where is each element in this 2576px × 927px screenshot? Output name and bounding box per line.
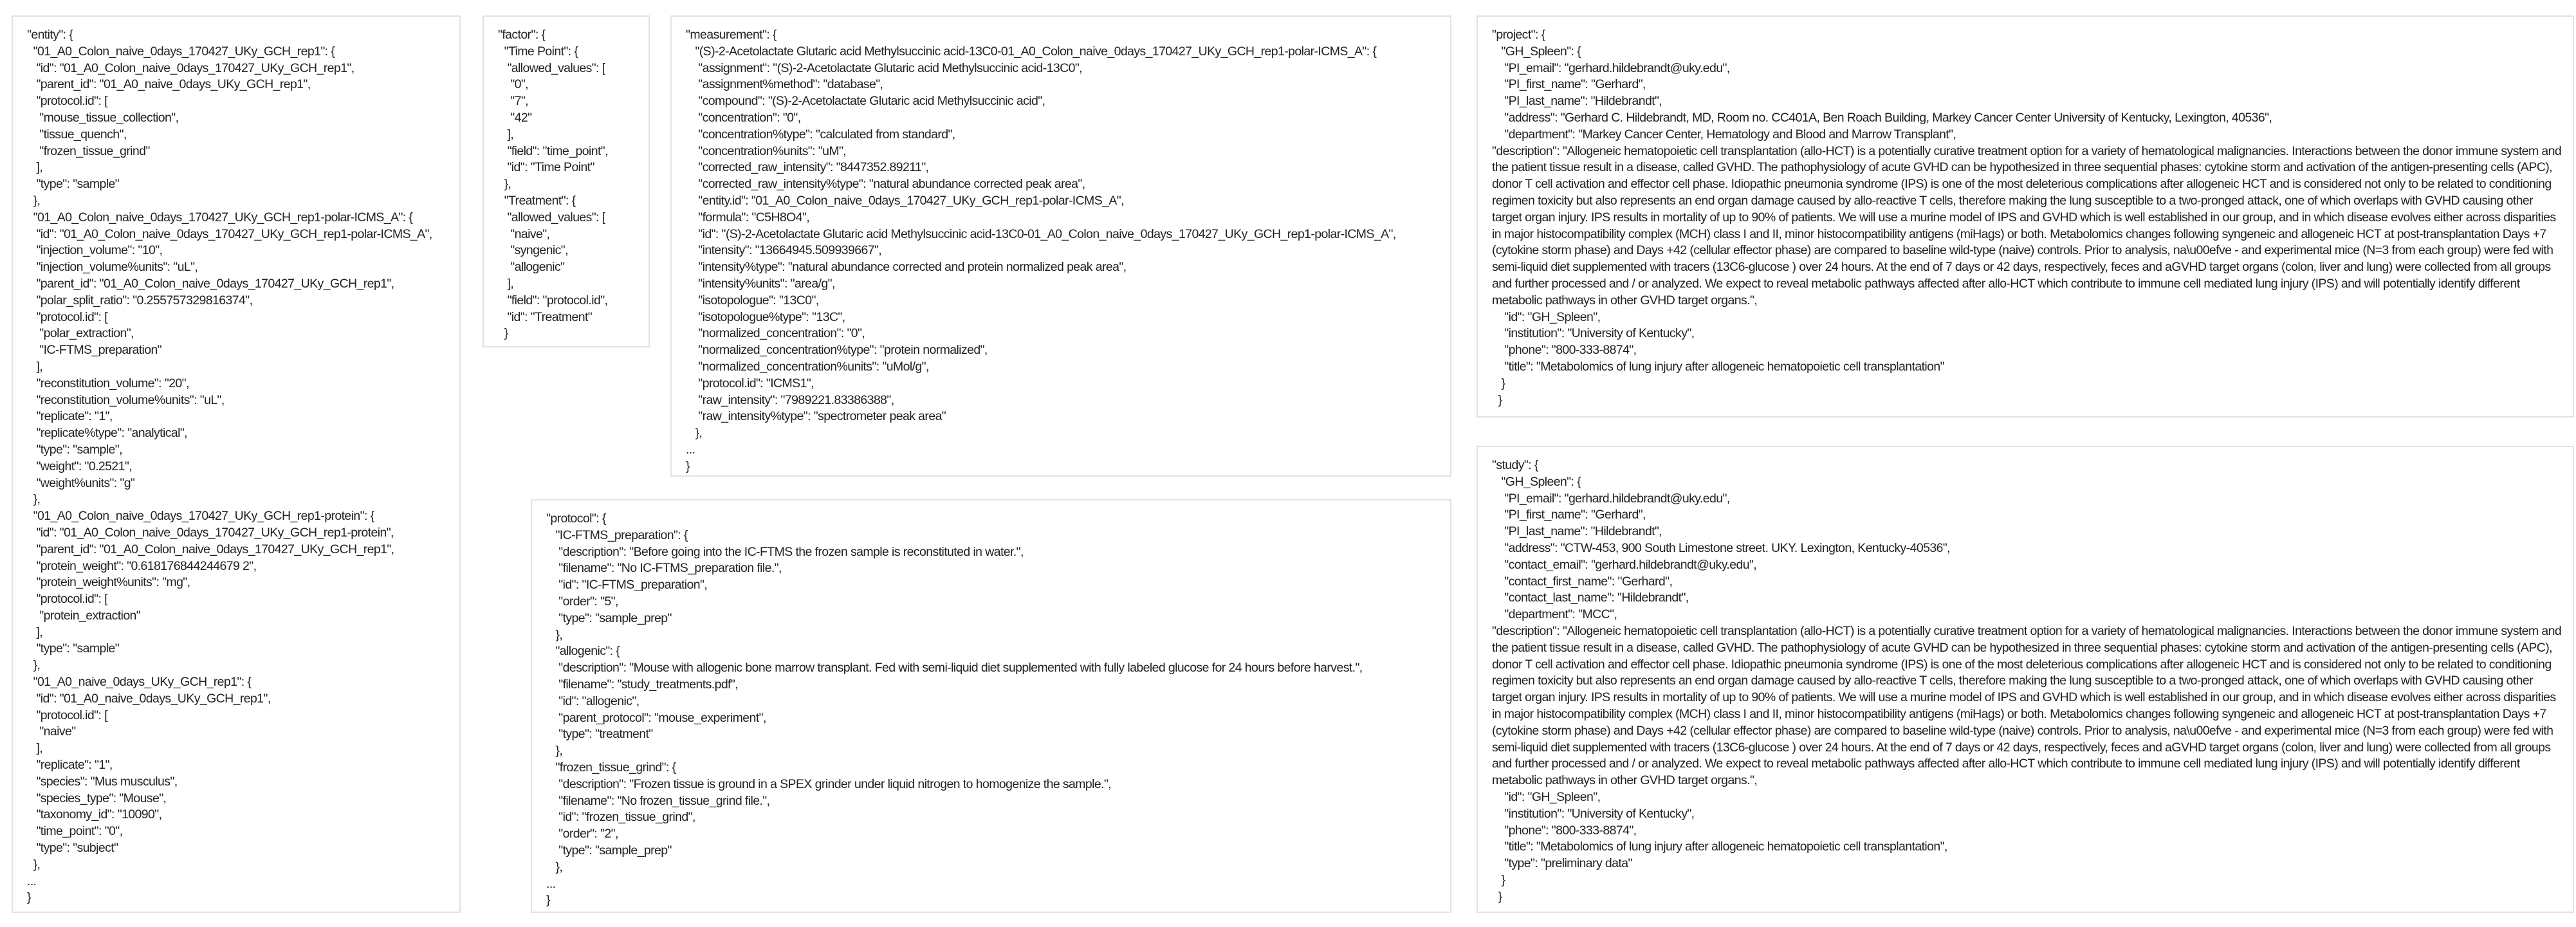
json-line: "01_A0_Colon_naive_0days_170427_UKy_GCH_rep1-polar-ICMS_A": { <box>27 210 413 225</box>
json-line: "allogenic": { <box>546 644 620 659</box>
json-line: "description": "Before going into the IC-FTMS the frozen sample is reconstituted in water.", <box>546 544 1024 559</box>
json-line: }, <box>27 857 41 872</box>
json-line: "injection_volume": "10", <box>27 243 163 258</box>
json-line: } <box>1492 392 1502 407</box>
json-line: "replicate": "1", <box>27 409 113 424</box>
json-line: "protocol.id": [ <box>27 94 107 109</box>
json-line: "measurement": { <box>686 28 777 42</box>
json-line: "id": "01_A0_Colon_naive_0days_170427_UKy_GCH_rep1-polar-ICMS_A", <box>27 226 432 241</box>
json-line: "parent_id": "01_A0_Colon_naive_0days_170427_UKy_GCH_rep1", <box>27 276 394 291</box>
json-line: }, <box>546 744 563 758</box>
json-line: "7", <box>498 94 528 109</box>
json-line: "phone": "800-333-8874", <box>1492 823 1637 838</box>
json-line: "GH_Spleen": { <box>1492 474 1581 489</box>
json-line: "id": "01_A0_Colon_naive_0days_170427_UKy_GCH_rep1-protein", <box>27 525 394 540</box>
json-line: }, <box>686 426 703 441</box>
json-line: "0", <box>498 77 528 92</box>
json-line: "protein_weight": "0.618176844244679 2", <box>27 558 257 573</box>
json-line: "replicate": "1", <box>27 758 113 773</box>
json-line: "id": "01_A0_Colon_naive_0days_170427_UKy_GCH_rep1", <box>27 60 354 75</box>
json-line: "taxonomy_id": "10090", <box>27 807 162 822</box>
json-line: "factor": { <box>498 28 546 42</box>
json-line: } <box>1492 376 1505 390</box>
json-line: "id": "frozen_tissue_grind", <box>546 810 695 825</box>
json-line: "polar_split_ratio": "0.255757329816374", <box>27 293 253 307</box>
json-line: "parent_id": "01_A0_Colon_naive_0days_170427_UKy_GCH_rep1", <box>27 542 394 556</box>
json-line: "PI_last_name": "Hildebrandt", <box>1492 94 1662 109</box>
json-line: "species_type": "Mouse", <box>27 791 167 805</box>
json-line: }, <box>27 492 41 507</box>
json-line: "id": "Treatment" <box>498 309 593 324</box>
json-line: "weight": "0.2521", <box>27 459 133 473</box>
json-line: ], <box>498 276 514 291</box>
json-line: }, <box>498 177 511 192</box>
json-line: "phone": "800-333-8874", <box>1492 343 1637 358</box>
json-line: "mouse_tissue_collection", <box>27 110 179 125</box>
json-line: "reconstitution_volume%units": "uL", <box>27 392 225 407</box>
json-line: "protocol": { <box>546 511 606 526</box>
json-line: "Treatment": { <box>498 193 576 208</box>
json-line: "01_A0_naive_0days_UKy_GCH_rep1": { <box>27 675 252 690</box>
entity-json-lines <box>27 27 459 906</box>
json-line: "injection_volume%units": "uL", <box>27 260 198 275</box>
json-line: "order": "5", <box>546 594 618 609</box>
json-line: "description": "Frozen tissue is ground in a SPEX grinder under liquid nitrogen to homogenize the sample.", <box>546 776 1112 791</box>
json-line: "contact_last_name": "Hildebrandt", <box>1492 591 1689 605</box>
json-line: ], <box>27 160 43 175</box>
json-line: "department": "Markey Cancer Center, Hematology and Blood and Marrow Transplant", <box>1492 127 1956 142</box>
project-json-lines-after <box>1492 309 2573 409</box>
json-line: "assignment%method": "database", <box>686 77 883 92</box>
project-json-panel <box>1477 15 2574 418</box>
json-line: "institution": "University of Kentucky", <box>1492 326 1695 341</box>
json-line: ], <box>27 741 43 756</box>
json-line: "concentration%type": "calculated from standard", <box>686 127 955 142</box>
json-line: "protein_weight%units": "mg", <box>27 575 190 590</box>
json-line: "type": "treatment" <box>546 727 653 742</box>
json-line: "institution": "University of Kentucky", <box>1492 806 1695 821</box>
json-line: "type": "sample_prep" <box>546 843 672 858</box>
json-line: } <box>1492 889 1502 904</box>
json-line: "project": { <box>1492 28 1545 42</box>
json-line: "field": "protocol.id", <box>498 293 608 307</box>
json-line: "corrected_raw_intensity%type": "natural abundance corrected peak area", <box>686 177 1085 192</box>
json-line: "parent_protocol": "mouse_experiment", <box>546 710 766 725</box>
measurement-json-panel <box>670 15 1451 477</box>
json-line: } <box>1492 872 1505 887</box>
json-line: "field": "time_point", <box>498 143 608 158</box>
json-line: "weight%units": "g" <box>27 475 135 490</box>
json-line: }, <box>546 627 563 642</box>
json-line: "normalized_concentration%type": "protein normalized", <box>686 343 988 358</box>
json-line: "tissue_quench", <box>27 127 127 142</box>
json-line: } <box>498 326 508 341</box>
json-line: "type": "sample" <box>27 177 120 192</box>
json-line: "type": "sample_prep" <box>546 610 672 625</box>
factor-json-lines <box>498 27 649 342</box>
json-line: } <box>27 890 31 905</box>
json-line: "isotopologue": "13C0", <box>686 293 819 307</box>
json-line: "protein_extraction" <box>27 608 141 623</box>
study-json-lines-after <box>1492 789 2573 906</box>
json-line: "id": "Time Point" <box>498 160 594 175</box>
json-line: "concentration%units": "uM", <box>686 143 847 158</box>
json-line: ... <box>686 442 695 457</box>
json-line: "protocol.id": [ <box>27 592 107 607</box>
json-line: "protocol.id": [ <box>27 708 107 722</box>
json-line: "intensity%units": "area/g", <box>686 276 835 291</box>
json-line: "allowed_values": [ <box>498 210 605 225</box>
json-line: ... <box>27 874 37 888</box>
json-line: "raw_intensity%type": "spectrometer peak area" <box>686 409 946 424</box>
json-line: "assignment": "(S)-2-Acetolactate Glutaric acid Methylsuccinic acid-13C0", <box>686 60 1082 75</box>
json-line: "normalized_concentration%units": "uMol/g", <box>686 359 929 374</box>
json-line: "IC-FTMS_preparation": { <box>546 528 688 542</box>
json-line: "parent_id": "01_A0_naive_0days_UKy_GCH_rep1", <box>27 77 311 92</box>
json-line: "species": "Mus musculus", <box>27 774 178 789</box>
json-line: ], <box>27 625 43 639</box>
json-line: "entity.id": "01_A0_Colon_naive_0days_170427_UKy_GCH_rep1-polar-ICMS_A", <box>686 193 1124 208</box>
json-line: "id": "IC-FTMS_preparation", <box>546 578 708 592</box>
json-line: "PI_email": "gerhard.hildebrandt@uky.edu", <box>1492 491 1730 506</box>
json-line: "01_A0_Colon_naive_0days_170427_UKy_GCH_rep1-protein": { <box>27 509 374 524</box>
json-line: "filename": "study_treatments.pdf", <box>546 677 739 692</box>
json-line: "frozen_tissue_grind" <box>27 143 150 158</box>
json-line: "id": "GH_Spleen", <box>1492 309 1601 324</box>
json-line: }, <box>546 859 563 874</box>
json-line: "protocol.id": [ <box>27 309 107 324</box>
json-line: "address": "Gerhard C. Hildebrandt, MD, Room no. CC401A, Ben Roach Building, Markey Cancer Center University of Kentucky, Lexington, 40536", <box>1492 110 2272 125</box>
json-line: "42" <box>498 110 532 125</box>
json-line: "address": "CTW-453, 900 South Limestone street. UKY. Lexington, Kentucky-40536", <box>1492 540 1950 555</box>
json-line: "01_A0_Colon_naive_0days_170427_UKy_GCH_rep1": { <box>27 44 335 59</box>
json-line: "type": "sample", <box>27 442 122 457</box>
json-line: "PI_first_name": "Gerhard", <box>1492 508 1646 522</box>
json-line: "intensity": "13664945.509939667", <box>686 243 882 258</box>
json-line: "allowed_values": [ <box>498 60 605 75</box>
json-line: "title": "Metabolomics of lung injury after allogeneic hematopoietic cell transplantation" <box>1492 359 1944 374</box>
json-line: "Time Point": { <box>498 44 578 59</box>
json-line: "filename": "No frozen_tissue_grind file.", <box>546 793 770 808</box>
json-line: "protocol.id": "ICMS1", <box>686 376 814 390</box>
json-line: "allogenic" <box>498 260 565 275</box>
json-line: "intensity%type": "natural abundance corrected and protein normalized peak area", <box>686 260 1127 275</box>
json-line: "naive" <box>27 724 76 739</box>
json-line: "type": "sample" <box>27 641 120 656</box>
json-line: "compound": "(S)-2-Acetolactate Glutaric acid Methylsuccinic acid", <box>686 94 1045 109</box>
json-line: "id": "GH_Spleen", <box>1492 789 1601 804</box>
json-line: }, <box>27 193 41 208</box>
json-line: ... <box>546 876 556 891</box>
json-line: "filename": "No IC-FTMS_preparation file.", <box>546 561 782 576</box>
json-line: "type": "subject" <box>27 841 118 856</box>
json-line: "reconstitution_volume": "20", <box>27 376 189 390</box>
json-line: "PI_email": "gerhard.hildebrandt@uky.edu", <box>1492 60 1730 75</box>
json-line: "title": "Metabolomics of lung injury after allogeneic hematopoietic cell transplantation", <box>1492 840 1947 854</box>
json-line: "(S)-2-Acetolactate Glutaric acid Methylsuccinic acid-13C0-01_A0_Colon_naive_0days_170427_UKy_GCH_rep1-polar-ICMS_A": { <box>686 44 1377 59</box>
json-line: "department": "MCC", <box>1492 607 1617 622</box>
project-json-lines-before <box>1492 27 2573 143</box>
json-line: "study": { <box>1492 458 1538 472</box>
json-line: ], <box>498 127 514 142</box>
json-line: "corrected_raw_intensity": "8447352.89211", <box>686 160 929 175</box>
json-line: "PI_last_name": "Hildebrandt", <box>1492 524 1662 539</box>
json-line: "entity": { <box>27 28 73 42</box>
json-line: "frozen_tissue_grind": { <box>546 760 676 775</box>
json-line: "syngenic", <box>498 243 568 258</box>
measurement-json-lines <box>686 27 1450 475</box>
json-line: "id": "(S)-2-Acetolactate Glutaric acid Methylsuccinic acid-13C0-01_A0_Colon_naive_0days_170427_UKy_GCH_rep1-polar-ICMS_A", <box>686 226 1396 241</box>
study-json-panel <box>1477 446 2574 913</box>
json-line: "type": "preliminary data" <box>1492 856 1632 871</box>
json-line: "raw_intensity": "7989221.83386388", <box>686 392 894 407</box>
json-line: }, <box>27 658 41 673</box>
json-line: "description": "Mouse with allogenic bone marrow transplant. Fed with semi-liquid diet supplemented with fully labeled glucose for 24 hours before harvest.", <box>546 661 1363 675</box>
json-line: "IC-FTMS_preparation" <box>27 343 162 358</box>
json-line: "id": "allogenic", <box>546 693 639 708</box>
json-line: "id": "01_A0_naive_0days_UKy_GCH_rep1", <box>27 691 271 706</box>
json-line: "normalized_concentration": "0", <box>686 326 865 341</box>
json-line: } <box>686 459 690 473</box>
json-line: "order": "2", <box>546 827 618 841</box>
json-line: "replicate%type": "analytical", <box>27 426 187 441</box>
json-line: "isotopologue%type": "13C", <box>686 309 845 324</box>
json-line: "contact_email": "gerhard.hildebrandt@uky.edu", <box>1492 557 1757 572</box>
json-line: "PI_first_name": "Gerhard", <box>1492 77 1646 92</box>
json-line: "contact_first_name": "Gerhard", <box>1492 574 1673 589</box>
factor-json-panel <box>483 15 650 347</box>
json-line: "formula": "C5H8O4", <box>686 210 810 225</box>
json-line: ], <box>27 359 43 374</box>
json-line: "concentration": "0", <box>686 110 801 125</box>
entity-json-panel <box>12 15 461 913</box>
json-line: "naive", <box>498 226 550 241</box>
json-line: "polar_extraction", <box>27 326 134 341</box>
json-line: "time_point": "0", <box>27 824 123 839</box>
json-line: "GH_Spleen": { <box>1492 44 1581 59</box>
json-line: } <box>546 893 550 908</box>
project-description-paragraph: "description": "Allogeneic hematopoietic cell transplantation (allo-HCT) is a potentially curative treatment option for a variety of hematological malignancies. Interactions between the donor immune system and the patient tissue result in a disease, called GVHD. The pathophysiology of acute GVHD can be hypothesized in three sequential phases: cytokine storm and activation of the antigen-presenting cells (APC), donor T cell activation and effector cell phase. Idiopathic pneumonia syndrome (IPS) is one of the most deleterious complications after allogeneic HCT and is considered not only to be related to conditioning regimen toxicity but also represents an end organ damage caused by allo-reactive T cells, therefore making the lung susceptible to a two-pronged attack, one of which overlaps with GVHD causing other target organ injury. IPS results in mortality of up to 90% of patients. We will use a murine model of IPS and GVHD which is well established in our group, and in which disease evolves either across disparities in major histocompatibility complex (MCH) class I and II, minor histocompatibility antigens (miHags) or both. Metabolomics changes following syngeneic and allogeneic HCT at post-transplantation Days +7 (cytokine storm phase) and Days +42 (cellular effector phase) are compared to baseline wild-type (naive) controls. Prior to analysis, na\u00efve - and experimental mice (N=3 from each group) were fed with semi-liquid diet supplemented with tracers (13C6-glucose ) over 24 hours. At the end of 7 days or 42 days, respectively, feces and aGVHD target organs (colon, liver and lung) were collected from all groups and further processed and / or analyzed. We expect to reveal metabolic pathways affected after allo-HCT which contribute to immune cell mediated lung injury (IPS) and will potentially identify different metabolic pathways in other GVHD target organs.", <box>1492 143 2562 307</box>
study-description-paragraph: "description": "Allogeneic hematopoietic cell transplantation (allo-HCT) is a potentially curative treatment option for a variety of hematological malignancies. Interactions between the donor immune system and the patient tissue result in a disease, called GVHD. The pathophysiology of acute GVHD can be hypothesized in three sequential phases: cytokine storm and activation of the antigen-presenting cells (APC), donor T cell activation and effector cell phase. Idiopathic pneumonia syndrome (IPS) is one of the most deleterious complications after allogeneic HCT and is considered not only to be related to conditioning regimen toxicity but also represents an end organ damage caused by allo-reactive T cells, therefore making the lung susceptible to a two-pronged attack, one of which overlaps with GVHD causing other target organ injury. IPS results in mortality of up to 90% of patients. We will use a murine model of IPS and GVHD which is well established in our group, and in which disease evolves either across disparities in major histocompatibility complex (MCH) class I and II, minor histocompatibility antigens (miHags) or both. Metabolomics changes following syngeneic and allogeneic HCT at post-transplantation Days +7 (cytokine storm phase) and Days +42 (cellular effector phase) are compared to baseline wild-type (naive) controls. Prior to analysis, na\u00efve - and experimental mice (N=3 from each group) were fed with semi-liquid diet supplemented with tracers (13C6-glucose ) over 24 hours. At the end of 7 days or 42 days, respectively, feces and aGVHD target organs (colon, liver and lung) were collected from all groups and further processed and / or analyzed. We expect to reveal metabolic pathways affected after allo-HCT which contribute to immune cell mediated lung injury (IPS) and will potentially identify different metabolic pathways in other GVHD target organs.", <box>1492 623 2562 788</box>
protocol-json-lines <box>546 511 1450 909</box>
study-json-lines-before <box>1492 457 2573 623</box>
protocol-json-panel <box>531 499 1451 913</box>
